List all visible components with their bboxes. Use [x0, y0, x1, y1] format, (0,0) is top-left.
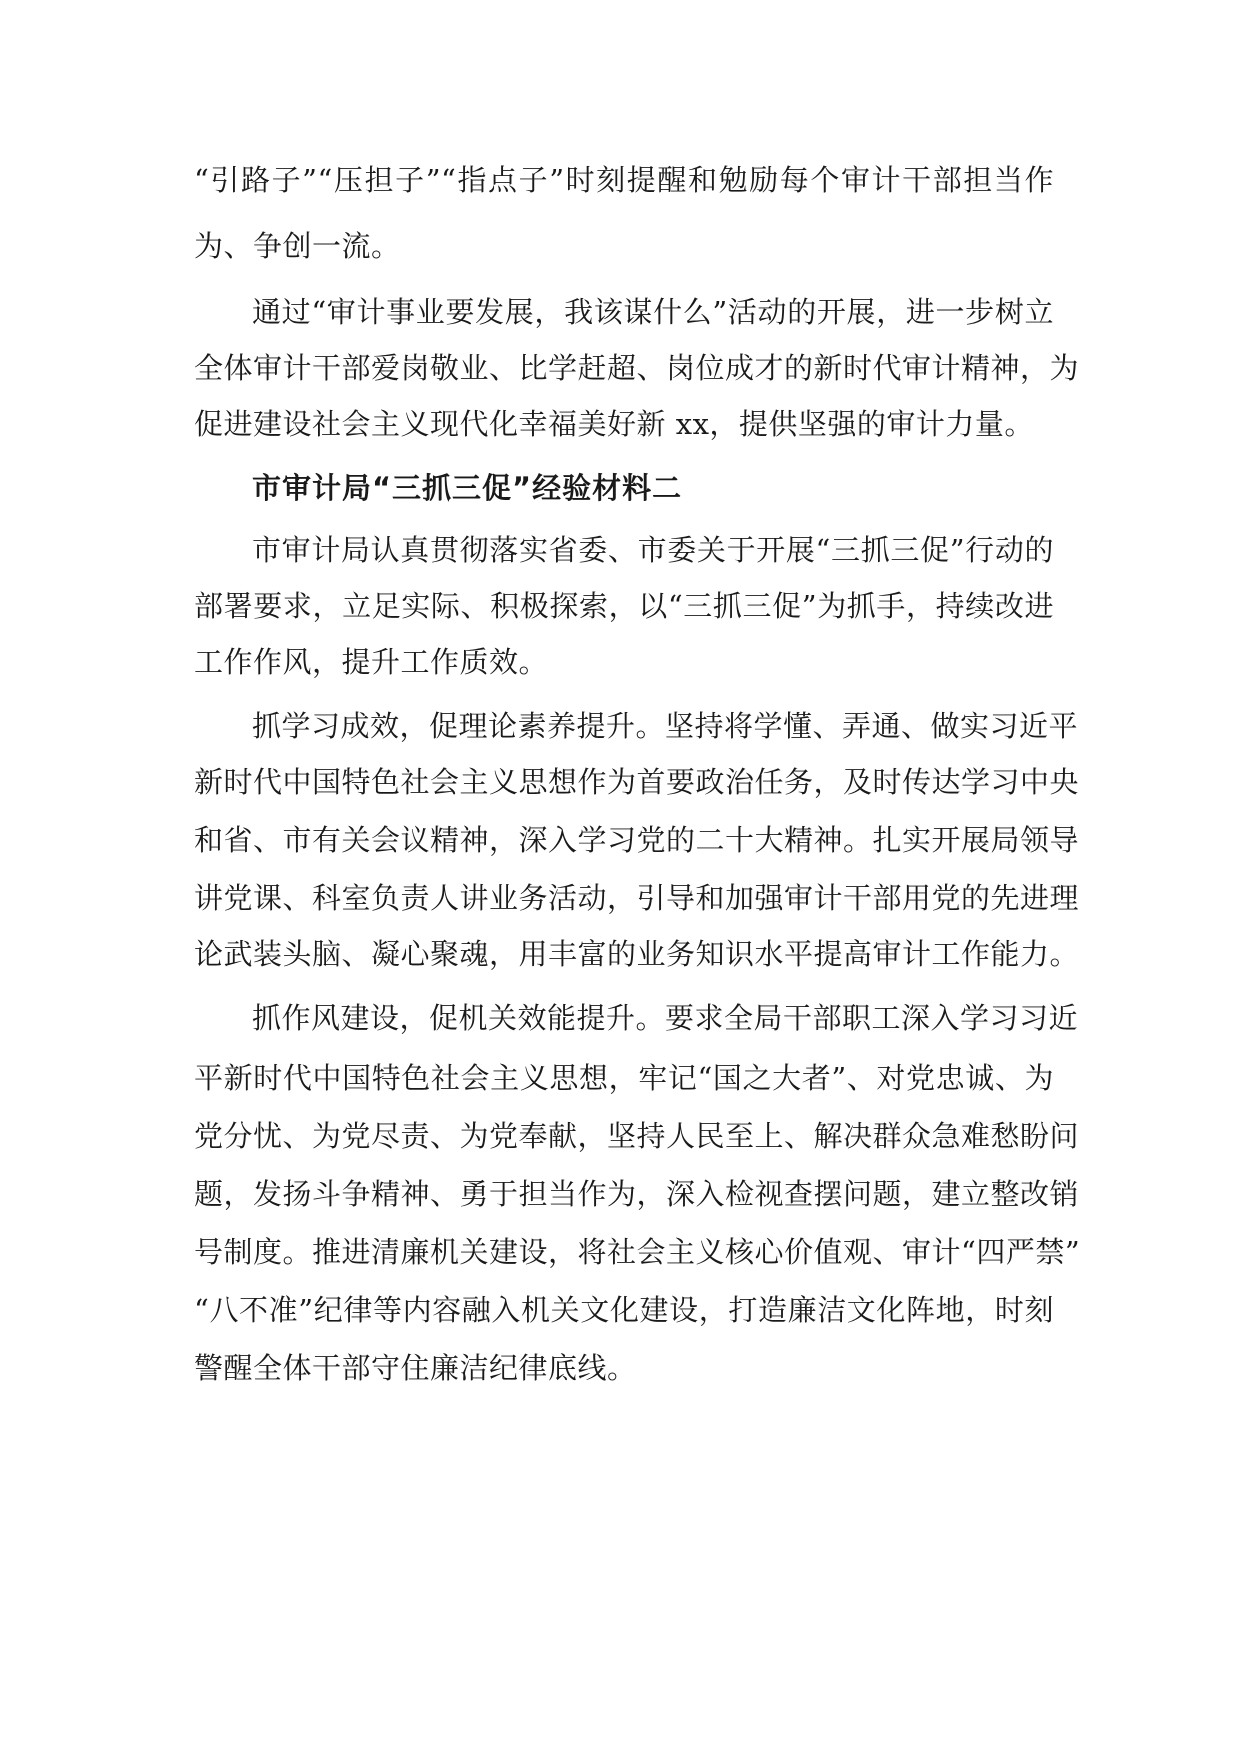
paragraph-line: 新时代中国特色社会主义思想作为首要政治任务，及时传达学习中央 — [194, 765, 1080, 799]
paragraph-line: 抓作风建设，促机关效能提升。要求全局干部职工深入学习习近 — [252, 1001, 1079, 1035]
paragraph-line: “八不准”纪律等内容融入机关文化建设，打造廉洁文化阵地，时刻 — [194, 1293, 1054, 1327]
paragraph-line: 党分忧、为党尽责、为党奉献，坚持人民至上、解决群众急难愁盼问 — [194, 1119, 1080, 1153]
paragraph-line: 通过“审计事业要发展，我该谋什么”活动的开展，进一步树立 — [252, 295, 1054, 329]
paragraph-line: 警醒全体干部守住廉洁纪律底线。 — [194, 1351, 637, 1385]
paragraph-line: 号制度。推进清廉机关建设，将社会主义核心价值观、审计“四严禁” — [194, 1235, 1081, 1269]
paragraph-line: 平新时代中国特色社会主义思想，牢记“国之大者”、对党忠诚、为 — [194, 1061, 1054, 1095]
paragraph-line: 为、争创一流。 — [194, 229, 401, 263]
paragraph-line: 和省、市有关会议精神，深入学习党的二十大精神。扎实开展局领导 — [194, 823, 1080, 857]
paragraph-line: “引路子”“压担子”“指点子”时刻提醒和勉励每个审计干部担当作 — [194, 163, 1054, 197]
paragraph-line: 抓学习成效，促理论素养提升。坚持将学懂、弄通、做实习近平 — [252, 709, 1079, 743]
paragraph-line: 全体审计干部爱岗敬业、比学赶超、岗位成才的新时代审计精神，为 — [194, 351, 1080, 385]
section-heading: 市审计局“三抓三促”经验材料二 — [252, 471, 683, 505]
paragraph-line: 促进建设社会主义现代化幸福美好新 xx，提供坚强的审计力量。 — [194, 407, 1034, 441]
paragraph-line: 市审计局认真贯彻落实省委、市委关于开展“三抓三促”行动的 — [252, 533, 1054, 567]
paragraph-line: 部署要求，立足实际、积极探索，以“三抓三促”为抓手，持续改进 — [194, 589, 1054, 623]
paragraph-line: 论武装头脑、凝心聚魂，用丰富的业务知识水平提高审计工作能力。 — [194, 937, 1080, 971]
paragraph-line: 题，发扬斗争精神、勇于担当作为，深入检视查摆问题，建立整改销 — [194, 1177, 1080, 1211]
paragraph-line: 工作作风，提升工作质效。 — [194, 645, 549, 679]
paragraph-line: 讲党课、科室负责人讲业务活动，引导和加强审计干部用党的先进理 — [194, 881, 1080, 915]
